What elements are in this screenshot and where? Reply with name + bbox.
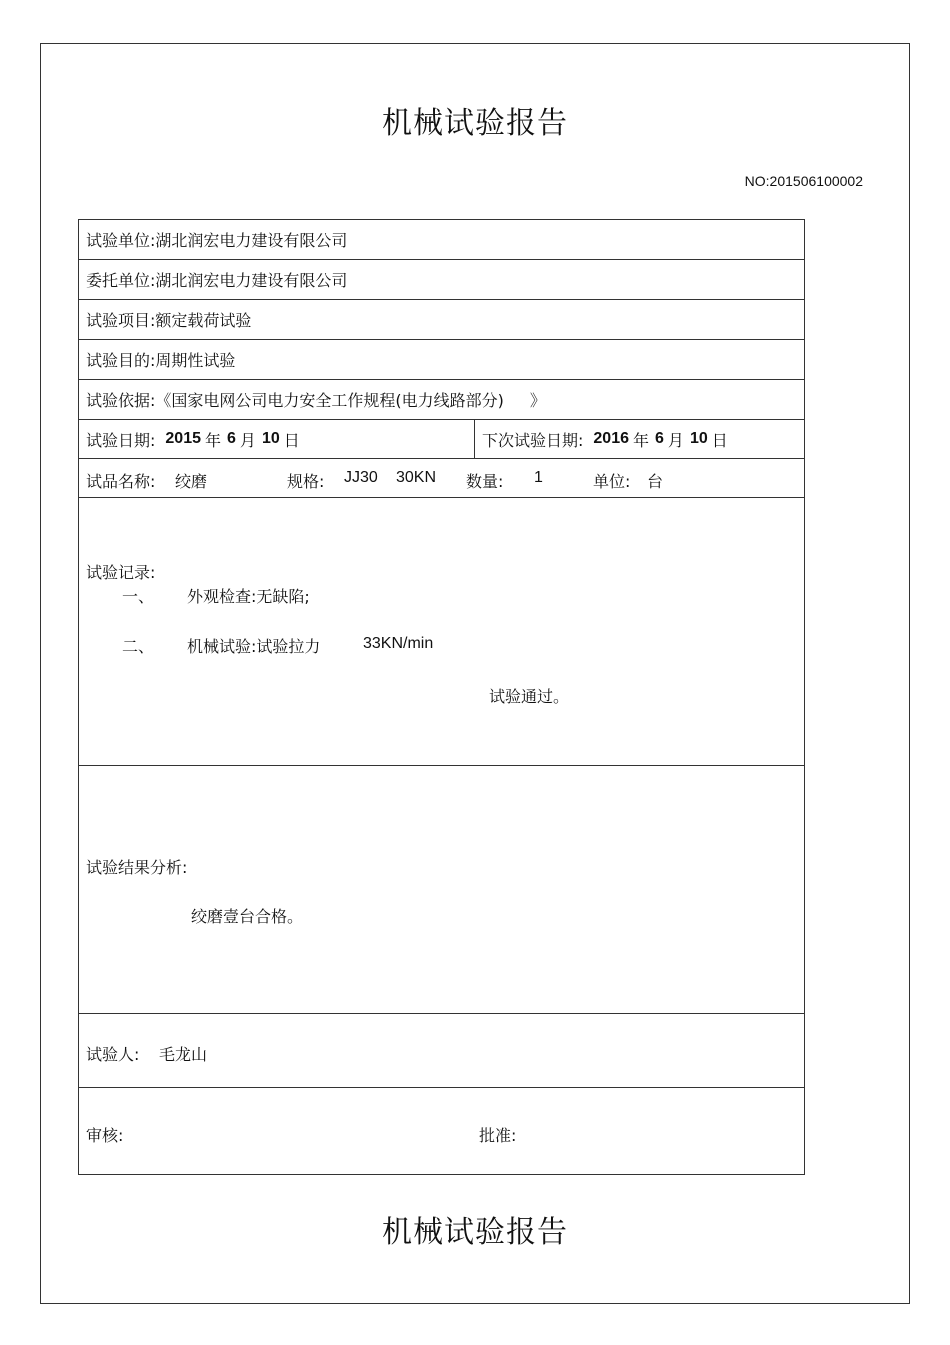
test-date-month: 6 xyxy=(227,430,236,447)
client-unit-value: 湖北润宏电力建设有限公司 xyxy=(155,271,348,290)
quantity-label: 数量: xyxy=(466,472,504,491)
test-basis-value: 《国家电网公司电力安全工作规程(电力线路部分) xyxy=(155,391,504,410)
approve-label: 批准: xyxy=(479,1126,517,1145)
test-basis-row xyxy=(79,380,804,420)
test-purpose-label: 试验目的: xyxy=(86,351,156,370)
next-date-day-unit: 日 xyxy=(711,430,728,450)
spec-load: 30KN xyxy=(396,469,437,486)
test-unit-value: 湖北润宏电力建设有限公司 xyxy=(155,231,348,250)
tester-name: 毛龙山 xyxy=(159,1045,208,1064)
unit-value: 台 xyxy=(647,472,664,491)
record-item1-text: 外观检查:无缺陷; xyxy=(187,587,310,606)
test-date-cell xyxy=(79,420,475,458)
record-item2-index: 二、 xyxy=(122,637,155,656)
test-date-year-unit: 年 xyxy=(205,430,222,450)
tester-section xyxy=(79,1014,804,1088)
analysis-label: 试验结果分析: xyxy=(86,858,188,877)
analysis-text: 绞磨壹台合格。 xyxy=(191,907,304,926)
test-date-label: 试验日期: xyxy=(86,430,156,450)
dates-row xyxy=(79,420,804,459)
sample-row xyxy=(79,459,804,498)
sample-name-value: 绞磨 xyxy=(175,472,208,491)
test-basis-label: 试验依据: xyxy=(86,391,156,410)
record-item2-value: 33KN/min xyxy=(363,635,434,652)
client-unit-label: 委托单位: xyxy=(86,271,156,290)
spec-label: 规格: xyxy=(287,472,325,491)
next-date-cell xyxy=(475,420,804,458)
record-item1-index: 一、 xyxy=(122,587,155,606)
test-date-month-unit: 月 xyxy=(239,430,256,450)
report-title-repeat: 机械试验报告 xyxy=(382,1215,568,1250)
test-item-value: 额定载荷试验 xyxy=(155,311,252,330)
report-title: 机械试验报告 xyxy=(382,106,568,141)
test-purpose-row xyxy=(79,340,804,380)
test-item-label: 试验项目: xyxy=(86,311,156,330)
test-basis-close: 》 xyxy=(529,391,546,410)
next-date-year: 2016 xyxy=(593,430,629,447)
next-date-month-unit: 月 xyxy=(667,430,684,450)
test-unit-row xyxy=(79,220,804,260)
test-date-day: 10 xyxy=(261,430,280,447)
spec-model: JJ30 xyxy=(344,469,378,486)
client-unit-row xyxy=(79,260,804,300)
review-label: 审核: xyxy=(86,1126,124,1145)
report-form xyxy=(78,219,805,1175)
next-date-day: 10 xyxy=(689,430,708,447)
analysis-section xyxy=(79,766,804,1014)
test-date-year: 2015 xyxy=(165,430,201,447)
next-date-month: 6 xyxy=(655,430,664,447)
test-date-day-unit: 日 xyxy=(283,430,300,450)
test-record-section xyxy=(79,498,804,766)
next-date-year-unit: 年 xyxy=(633,430,650,450)
record-item2-text: 机械试验:试验拉力 xyxy=(187,637,321,656)
test-record-label: 试验记录: xyxy=(86,563,156,582)
record-conclusion: 试验通过。 xyxy=(489,687,570,706)
unit-label: 单位: xyxy=(593,472,631,491)
test-purpose-value: 周期性试验 xyxy=(155,351,236,370)
sample-name-label: 试品名称: xyxy=(86,472,156,491)
quantity-value: 1 xyxy=(534,469,543,486)
report-number: NO:201506100002 xyxy=(744,173,863,189)
approval-section xyxy=(79,1088,804,1174)
tester-label: 试验人: xyxy=(86,1045,140,1064)
test-item-row xyxy=(79,300,804,340)
test-unit-label: 试验单位: xyxy=(86,231,156,250)
next-date-label: 下次试验日期: xyxy=(482,430,584,450)
